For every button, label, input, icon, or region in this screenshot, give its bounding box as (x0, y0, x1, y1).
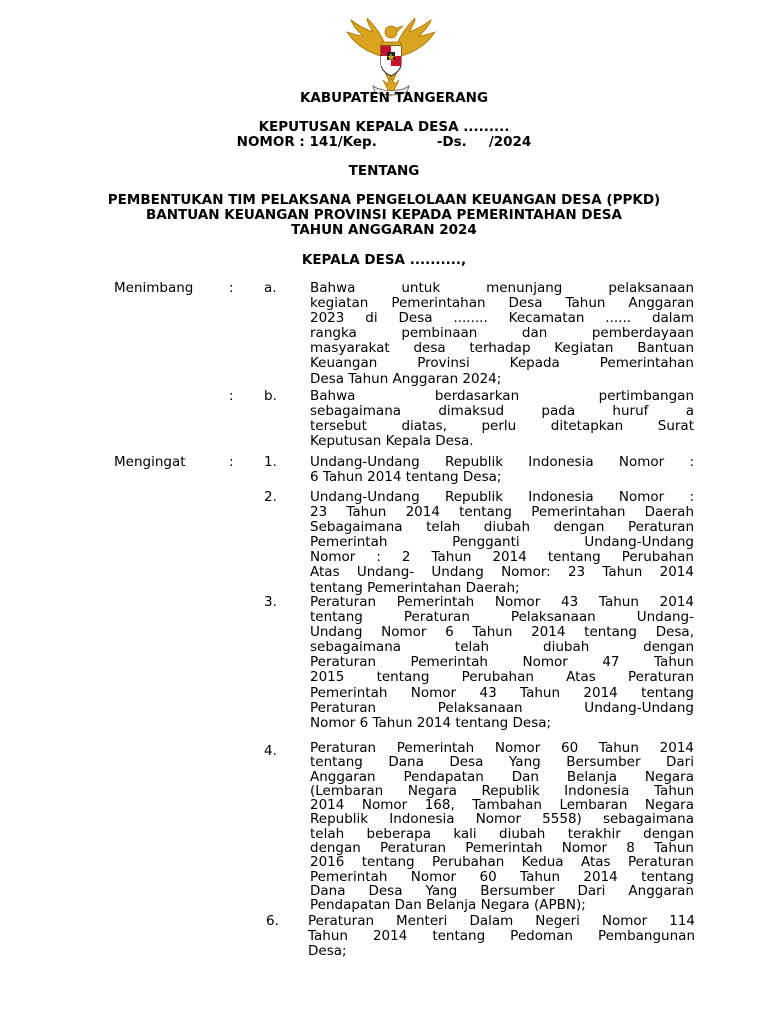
mengingat-2-text (310, 490, 694, 596)
menimbang-a-mark: a. (264, 280, 277, 296)
mengingat-1-text (310, 455, 694, 485)
text-line: Pendapatan Dan Belanja Negara (APBN); (310, 897, 586, 914)
text-line: 2014 Nomor 168, Tambahan Lembaran Negara (310, 797, 694, 814)
text-line: Dana Desa Yang Bersumber Dari Anggaran (310, 882, 694, 899)
text-line: Desa Tahun Anggaran 2024; (310, 370, 502, 387)
mengingat-colon: : (229, 454, 234, 470)
text-line: tentang Dana Desa Yang Bersumber Dari (310, 754, 694, 771)
text-line: 2016 tentang Perubahan Kedua Atas Peraturan (310, 854, 694, 871)
text-line: Peraturan Menteri Dalam Negeri Nomor 114 (308, 913, 695, 929)
mengingat-6-mark: 6. (266, 913, 279, 929)
text-line: masyarakat desa terhadap Kegiatan Bantuan (310, 340, 694, 357)
text-line: Undang-Undang Republik Indonesia Nomor : (310, 454, 694, 470)
text-line: Keputusan Kepala Desa. (310, 433, 474, 450)
text-line: 6 Tahun 2014 tentang Desa; (310, 469, 502, 486)
text-line: Peraturan Pelaksanaan Undang-Undang (310, 699, 694, 716)
menimbang-b-mark: b. (264, 388, 277, 404)
text-line: Nomor 6 Tahun 2014 tentang Desa; (310, 714, 552, 731)
judul-line-2: BANTUAN KEUANGAN PROVINSI KEPADA PEMERINTAHAN DESA (146, 207, 622, 223)
menimbang-b-colon: : (229, 388, 234, 404)
mengingat-1-mark: 1. (264, 454, 277, 470)
text-line: dengan Peraturan Pemerintah Nomor 8 Tahun (310, 840, 694, 857)
mengingat-4-text (310, 741, 694, 913)
text-line: Peraturan Pemerintah Nomor 60 Tahun 2014 (310, 740, 694, 756)
nomor-mid: -Ds. (436, 134, 467, 150)
text-line: Keuangan Provinsi Kepada Pemerintahan (310, 355, 694, 372)
text-line: Pemerintah Nomor 60 Tahun 2014 tentang (310, 868, 694, 885)
mengingat-3-mark: 3. (264, 594, 277, 610)
text-line: Peraturan Pemerintah Nomor 47 Tahun (310, 654, 694, 671)
mengingat-2-mark: 2. (264, 489, 277, 505)
text-line: Republik Indonesia Nomor 5558) sebagaimana (310, 811, 694, 828)
text-line: Undang Nomor 6 Tahun 2014 tentang Desa, (310, 624, 694, 641)
text-line: Sebagaimana telah diubah dengan Peraturan (310, 519, 694, 536)
text-line: telah beberapa kali diubah terakhir dengan (310, 825, 694, 842)
nomor-line (0, 134, 768, 150)
text-line: Bahwa untuk menunjang pelaksanaan (310, 280, 694, 296)
menimbang-colon: : (229, 280, 234, 296)
text-line: Peraturan Pemerintah Nomor 43 Tahun 2014 (310, 594, 694, 610)
judul-line-1: PEMBENTUKAN TIM PELAKSANA PENGELOLAAN KEUANGAN DESA (PPKD) (107, 192, 661, 208)
keputusan-heading: KEPUTUSAN KEPALA DESA ......... (258, 119, 510, 135)
text-line: sebagaimana dimaksud pada huruf a (310, 403, 694, 420)
mengingat-6-text (308, 914, 695, 959)
judul-line-3: TAHUN ANGGARAN 2024 (291, 222, 477, 238)
text-line: tentang Pemerintahan Daerah; (310, 579, 520, 596)
nomor-year: /2024 (488, 134, 532, 150)
mengingat-3-text (310, 595, 694, 731)
text-line: rangka pembinaan dan pemberdayaan (310, 325, 694, 342)
text-line: sebagaimana telah diubah dengan (310, 639, 694, 656)
text-line: (Lembaran Negara Republik Indonesia Tahun (310, 782, 694, 799)
text-line: Undang-Undang Republik Indonesia Nomor : (310, 489, 694, 505)
text-line: 23 Tahun 2014 tentang Pemerintahan Daerah (310, 504, 694, 521)
kabupaten-heading: KABUPATEN TANGERANG (299, 90, 489, 106)
text-line: tersebut diatas, perlu ditetapkan Surat (310, 418, 694, 435)
text-line: Bahwa berdasarkan pertimbangan (310, 388, 694, 404)
menimbang-a-text (310, 281, 694, 387)
menimbang-b-text (310, 389, 694, 449)
garuda-pancasila-emblem-icon (343, 18, 439, 98)
text-line: Nomor : 2 Tahun 2014 tentang Perubahan (310, 549, 694, 566)
mengingat-4-mark: 4. (264, 743, 277, 759)
tentang-heading: TENTANG (348, 163, 420, 179)
mengingat-label: Mengingat (114, 454, 186, 470)
text-line: 2015 tentang Perubahan Atas Peraturan (310, 669, 694, 686)
text-line: Pemerintah Pengganti Undang-Undang (310, 534, 694, 551)
text-line: Pemerintah Nomor 43 Tahun 2014 tentang (310, 684, 694, 701)
nomor-prefix: NOMOR : 141/Kep. (236, 134, 377, 150)
text-line: Tahun 2014 tentang Pedoman Pembangunan (308, 928, 695, 945)
text-line: 2023 di Desa ........ Kecamatan ...... dalam (310, 310, 694, 327)
kepala-desa-heading: KEPALA DESA .........., (301, 252, 467, 268)
text-line: Atas Undang- Undang Nomor: 23 Tahun 2014 (310, 564, 694, 581)
text-line: tentang Peraturan Pelaksanaan Undang- (310, 609, 694, 626)
text-line: Anggaran Pendapatan Dan Belanja Negara (310, 768, 694, 785)
menimbang-label: Menimbang (114, 280, 194, 296)
text-line: Desa; (308, 943, 347, 960)
text-line: kegiatan Pemerintahan Desa Tahun Anggaran (310, 295, 694, 312)
